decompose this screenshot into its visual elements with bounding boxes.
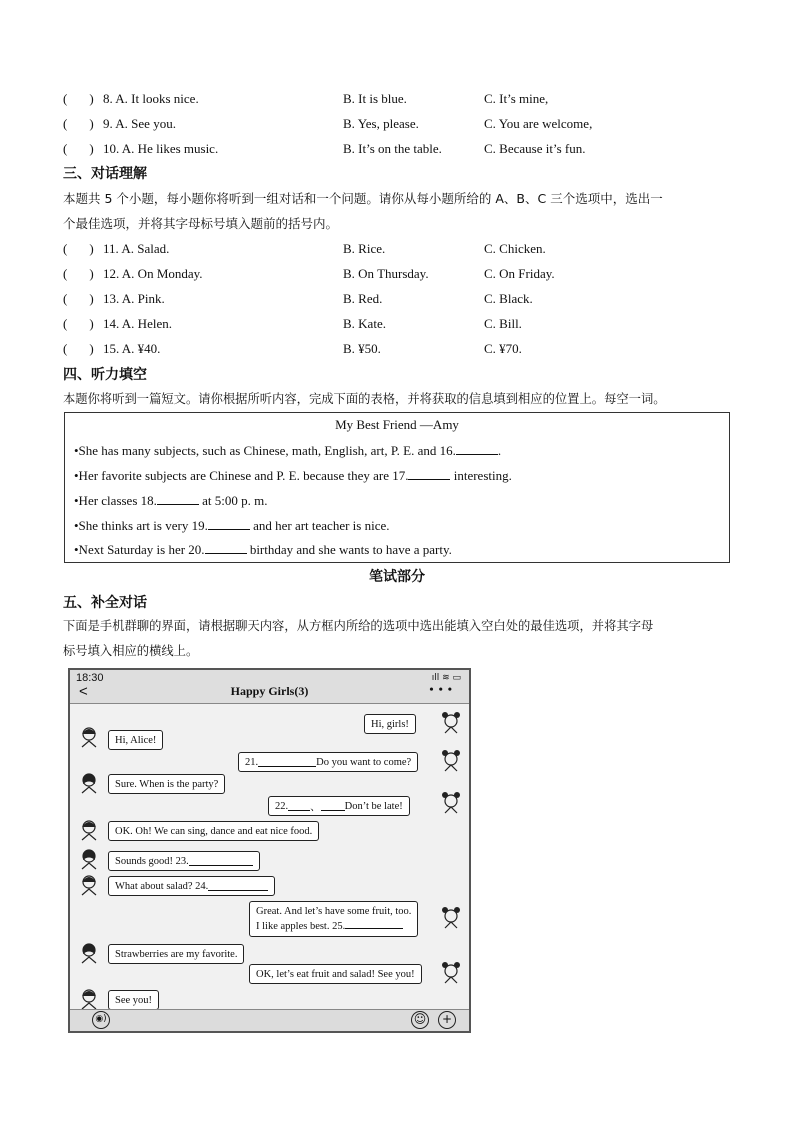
answer-bracket[interactable]: ( ): [63, 316, 94, 331]
girl-avatar-icon: [78, 817, 100, 841]
section-title: 五、补全对话: [63, 595, 147, 611]
question-12: ( ) 12. A. On Monday. B. On Thursday. C. On Friday.: [63, 266, 555, 281]
section-instruction: 下面是手机群聊的界面，请根据聊天内容，从方框内所给的选项中选出能填入空白处的最佳选项，并将其字母 标号填入相应的横线上。: [63, 619, 654, 658]
girl-avatar-icon: [78, 986, 100, 1010]
chat-bubble-left: Sure. When is the party?: [108, 774, 225, 794]
section-instruction: 本题你将听到一篇短文。请你根据所听内容，完成下面的表格，并将获取的信息填到相应的位置上。每空一词。: [63, 392, 666, 406]
status-time: 18:30: [76, 672, 104, 684]
fill-in-table: [64, 412, 730, 563]
plus-icon[interactable]: +: [438, 1011, 456, 1029]
chat-bubble-right: OK, let’s eat fruit and salad! See you!: [249, 964, 422, 984]
chat-bubble-left: See you!: [108, 990, 159, 1010]
girl-avatar-icon: [440, 710, 462, 734]
chat-bubble-right: Hi, girls!: [364, 714, 416, 734]
more-icon[interactable]: • • •: [429, 682, 453, 696]
chat-input-bar: [70, 1009, 469, 1031]
girl-avatar-icon: [440, 748, 462, 772]
answer-blank[interactable]: [345, 919, 403, 929]
question-14: ( ) 14. A. Helen. B. Kate. C. Bill.: [63, 316, 522, 331]
section-title: 三、对话理解: [63, 166, 147, 182]
answer-blank[interactable]: [456, 443, 498, 455]
question-8: ( ) 8. A. It looks nice. B. It is blue. C. It’s mine,: [63, 91, 549, 106]
answer-blank[interactable]: [205, 542, 247, 554]
question-11: ( ) 11. A. Salad. B. Rice. C. Chicken.: [63, 241, 546, 256]
girl-avatar-icon: [78, 770, 100, 794]
answer-blank[interactable]: [208, 881, 268, 891]
answer-bracket[interactable]: ( ): [63, 341, 94, 356]
emoji-icon[interactable]: ☺: [411, 1011, 429, 1029]
answer-bracket[interactable]: ( ): [63, 141, 94, 156]
answer-blank[interactable]: [258, 757, 316, 767]
chat-bubble-left: Sounds good! 23.: [108, 851, 260, 871]
table-title: My Best Friend —Amy: [335, 417, 459, 432]
chat-bubble-left: Hi, Alice!: [108, 730, 163, 750]
girl-avatar-icon: [78, 724, 100, 748]
chat-bubble-left: OK. Oh! We can sing, dance and eat nice food.: [108, 821, 319, 841]
chat-title: Happy Girls(3): [230, 684, 309, 698]
answer-blank[interactable]: [189, 856, 253, 866]
girl-avatar-icon: [440, 790, 462, 814]
phone-chat-screenshot: [68, 668, 471, 1033]
section-instruction: 本题共 5 个小题，每小题你将听到一组对话和一个问题。请你从每小题所给的 A、B、C 三个选项中，选出一 个最佳选项，并将其字母标号填入题前的括号内。: [63, 191, 663, 231]
voice-icon[interactable]: ◉): [92, 1011, 110, 1029]
back-icon[interactable]: <: [79, 683, 88, 700]
chat-bubble-left: What about salad? 24.: [108, 876, 275, 896]
signal-icon: ıll ≋ ▭: [431, 673, 461, 683]
list-item: •Next Saturday is her 20. birthday and she wants to have a party.: [74, 542, 452, 557]
chat-bubble-right: 22. 、 Don’t be late!: [268, 796, 410, 816]
answer-blank[interactable]: [321, 801, 345, 811]
chat-bubble-right: 21. Do you want to come?: [238, 752, 418, 772]
answer-blank[interactable]: [157, 493, 199, 505]
girl-avatar-icon: [78, 872, 100, 896]
list-item: •Her favorite subjects are Chinese and P. E. because they are 17. interesting.: [74, 468, 512, 483]
girl-avatar-icon: [440, 905, 462, 929]
answer-blank[interactable]: [288, 801, 310, 811]
answer-bracket[interactable]: ( ): [63, 291, 94, 306]
answer-blank[interactable]: [408, 468, 450, 480]
girl-avatar-icon: [440, 960, 462, 984]
answer-bracket[interactable]: ( ): [63, 91, 94, 106]
chat-bubble-left: Strawberries are my favorite.: [108, 944, 244, 964]
question-13: ( ) 13. A. Pink. B. Red. C. Black.: [63, 291, 533, 306]
question-10: ( ) 10. A. He likes music. B. It’s on the table. C. Because it’s fun.: [63, 141, 586, 156]
answer-bracket[interactable]: ( ): [63, 116, 94, 131]
chat-bubble-right: Great. And let’s have some fruit, too. I like apples best. 25.: [249, 901, 418, 937]
answer-bracket[interactable]: ( ): [63, 266, 94, 281]
answer-bracket[interactable]: ( ): [63, 241, 94, 256]
girl-avatar-icon: [78, 940, 100, 964]
list-item: •She thinks art is very 19. and her art teacher is nice.: [74, 518, 390, 533]
section-title: 四、听力填空: [63, 367, 147, 383]
list-item: •Her classes 18. at 5:00 p. m.: [74, 493, 268, 508]
list-item: •She has many subjects, such as Chinese, math, English, art, P. E. and 16. .: [74, 443, 502, 458]
question-15: ( ) 15. A. ¥40. B. ¥50. C. ¥70.: [63, 341, 522, 356]
question-9: ( ) 9. A. See you. B. Yes, please. C. You are welcome,: [63, 116, 593, 131]
answer-blank[interactable]: [208, 518, 250, 530]
written-part-heading: 笔试部分: [369, 569, 425, 585]
girl-avatar-icon: [78, 846, 100, 870]
chat-header: [70, 670, 469, 704]
